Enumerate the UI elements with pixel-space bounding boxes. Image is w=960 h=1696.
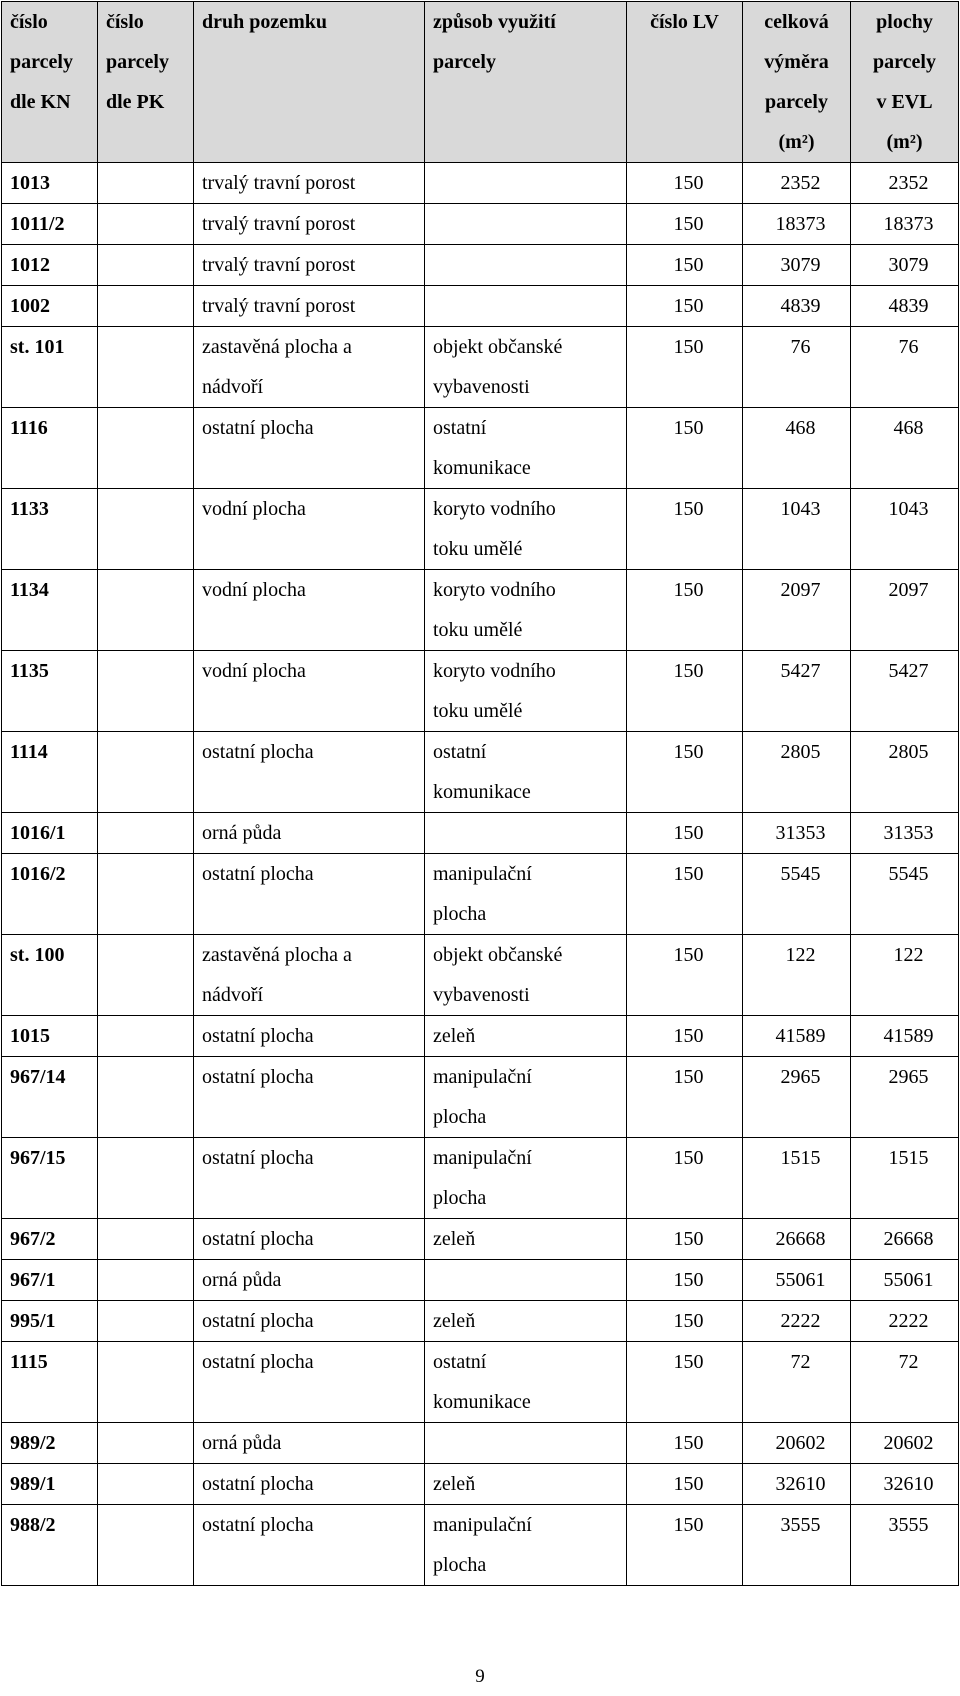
cell-vymera: 3555	[743, 1505, 851, 1586]
cell-zpusob-line: plocha	[433, 1187, 487, 1209]
table-row	[2, 813, 959, 854]
cell-vymera: 2965	[743, 1057, 851, 1138]
cell-zpusob-line: plocha	[433, 1106, 487, 1128]
cell-zpusob-line: toku umělé	[433, 700, 523, 722]
cell-pk	[98, 1342, 194, 1423]
cell-zpusob	[425, 327, 627, 408]
cell-lv: 150	[627, 1301, 743, 1342]
cell-pk	[98, 1301, 194, 1342]
cell-druh-line: ostatní plocha	[202, 1025, 314, 1047]
cell-lv: 150	[627, 1342, 743, 1423]
header-line: v EVL	[876, 91, 933, 113]
cell-druh	[194, 1301, 425, 1342]
cell-druh-line: ostatní plocha	[202, 1473, 314, 1495]
cell-vymera: 2222	[743, 1301, 851, 1342]
cell-pk	[98, 327, 194, 408]
cell-zpusob	[425, 1342, 627, 1423]
cell-evl: 2805	[851, 732, 959, 813]
cell-zpusob	[425, 1505, 627, 1586]
cell-druh	[194, 813, 425, 854]
cell-zpusob-line: komunikace	[433, 1391, 531, 1413]
cell-druh-line: zastavěná plocha a	[202, 336, 352, 358]
cell-zpusob-line: vybavenosti	[433, 376, 530, 398]
cell-zpusob	[425, 570, 627, 651]
header-evl	[851, 2, 959, 163]
cell-lv: 150	[627, 1016, 743, 1057]
cell-druh-line: ostatní plocha	[202, 1514, 314, 1536]
cell-kn: 1016/2	[2, 854, 98, 935]
cell-druh-line: ostatní plocha	[202, 1351, 314, 1373]
cell-pk	[98, 163, 194, 204]
header-line: parcely	[873, 51, 936, 73]
cell-lv: 150	[627, 570, 743, 651]
cell-kn: 1012	[2, 245, 98, 286]
table-row	[2, 1057, 959, 1138]
cell-zpusob-line: ostatní	[433, 741, 487, 763]
cell-pk	[98, 1260, 194, 1301]
cell-zpusob	[425, 935, 627, 1016]
cell-evl: 55061	[851, 1260, 959, 1301]
cell-zpusob	[425, 1219, 627, 1260]
cell-kn: 1134	[2, 570, 98, 651]
cell-kn: 1011/2	[2, 204, 98, 245]
cell-druh	[194, 854, 425, 935]
cell-lv: 150	[627, 1260, 743, 1301]
header-line: číslo	[106, 11, 144, 33]
cell-lv: 150	[627, 1057, 743, 1138]
cell-druh	[194, 1057, 425, 1138]
cell-pk	[98, 854, 194, 935]
cell-kn: 1114	[2, 732, 98, 813]
cell-lv: 150	[627, 1138, 743, 1219]
cell-kn: 967/15	[2, 1138, 98, 1219]
cell-druh	[194, 408, 425, 489]
cell-lv: 150	[627, 245, 743, 286]
cell-lv: 150	[627, 1464, 743, 1505]
table-row	[2, 1260, 959, 1301]
cell-druh	[194, 1464, 425, 1505]
cell-zpusob-line: toku umělé	[433, 538, 523, 560]
cell-druh-line: trvalý travní porost	[202, 254, 356, 276]
cell-lv: 150	[627, 1505, 743, 1586]
header-kn	[2, 2, 98, 163]
cell-druh	[194, 1016, 425, 1057]
header-druh	[194, 2, 425, 163]
cell-evl: 2222	[851, 1301, 959, 1342]
cell-evl: 2965	[851, 1057, 959, 1138]
cell-pk	[98, 732, 194, 813]
header-row	[2, 2, 959, 163]
cell-vymera: 26668	[743, 1219, 851, 1260]
table-body	[2, 163, 959, 1586]
cell-pk	[98, 570, 194, 651]
cell-druh-line: vodní plocha	[202, 579, 306, 601]
cell-evl: 2097	[851, 570, 959, 651]
cell-zpusob	[425, 813, 627, 854]
cell-evl: 18373	[851, 204, 959, 245]
cell-druh	[194, 935, 425, 1016]
cell-vymera: 32610	[743, 1464, 851, 1505]
header-line: (m²)	[886, 131, 923, 153]
cell-druh-line: vodní plocha	[202, 660, 306, 682]
cell-vymera: 5427	[743, 651, 851, 732]
cell-zpusob-line: plocha	[433, 1554, 487, 1576]
cell-zpusob-line	[433, 163, 626, 203]
cell-zpusob	[425, 1057, 627, 1138]
table-row	[2, 286, 959, 327]
cell-kn: 1135	[2, 651, 98, 732]
cell-zpusob	[425, 732, 627, 813]
cell-lv: 150	[627, 651, 743, 732]
cell-druh-line: ostatní plocha	[202, 1228, 314, 1250]
cell-zpusob-line: komunikace	[433, 781, 531, 803]
cell-pk	[98, 489, 194, 570]
cell-lv: 150	[627, 732, 743, 813]
cell-druh	[194, 651, 425, 732]
cell-kn: 967/14	[2, 1057, 98, 1138]
cell-kn: 1016/1	[2, 813, 98, 854]
cell-lv: 150	[627, 854, 743, 935]
cell-druh	[194, 570, 425, 651]
cell-zpusob	[425, 1423, 627, 1464]
cell-zpusob	[425, 1464, 627, 1505]
cell-lv: 150	[627, 489, 743, 570]
cell-vymera: 2352	[743, 163, 851, 204]
cell-zpusob	[425, 1016, 627, 1057]
cell-pk	[98, 1016, 194, 1057]
cell-druh	[194, 327, 425, 408]
cell-zpusob-line: manipulační	[433, 1147, 532, 1169]
table-row	[2, 245, 959, 286]
header-line: dle PK	[106, 91, 165, 113]
cell-druh	[194, 732, 425, 813]
cell-lv: 150	[627, 408, 743, 489]
cell-zpusob-line	[433, 204, 626, 244]
cell-evl: 1515	[851, 1138, 959, 1219]
cell-druh-line: orná půda	[202, 1269, 282, 1291]
cell-kn: st. 100	[2, 935, 98, 1016]
cell-zpusob	[425, 1138, 627, 1219]
cell-zpusob-line: zeleň	[433, 1310, 476, 1332]
cell-kn: 995/1	[2, 1301, 98, 1342]
cell-pk	[98, 408, 194, 489]
header-line: plochy	[876, 11, 933, 33]
cell-vymera: 2097	[743, 570, 851, 651]
cell-kn: 988/2	[2, 1505, 98, 1586]
cell-evl: 41589	[851, 1016, 959, 1057]
cell-druh	[194, 1219, 425, 1260]
cell-lv: 150	[627, 286, 743, 327]
cell-kn: 1002	[2, 286, 98, 327]
cell-druh	[194, 1342, 425, 1423]
cell-lv: 150	[627, 935, 743, 1016]
table-row	[2, 651, 959, 732]
cell-druh-line: ostatní plocha	[202, 1066, 314, 1088]
cell-lv: 150	[627, 327, 743, 408]
cell-pk	[98, 245, 194, 286]
cell-zpusob-line: objekt občanské	[433, 944, 563, 966]
cell-druh-line: ostatní plocha	[202, 417, 314, 439]
header-line: výměra	[764, 51, 829, 73]
cell-vymera: 76	[743, 327, 851, 408]
cell-druh	[194, 163, 425, 204]
table-row	[2, 732, 959, 813]
cell-lv: 150	[627, 813, 743, 854]
cell-pk	[98, 1219, 194, 1260]
table-row	[2, 935, 959, 1016]
cell-evl: 3079	[851, 245, 959, 286]
cell-kn: 967/1	[2, 1260, 98, 1301]
cell-zpusob-line	[433, 813, 626, 853]
header-lv	[627, 2, 743, 163]
cell-kn: 1116	[2, 408, 98, 489]
parcel-table	[1, 1, 959, 1586]
cell-druh-line: orná půda	[202, 822, 282, 844]
cell-zpusob	[425, 245, 627, 286]
cell-pk	[98, 813, 194, 854]
header-zpusob	[425, 2, 627, 163]
table-row	[2, 1016, 959, 1057]
cell-zpusob	[425, 1260, 627, 1301]
cell-zpusob-line: manipulační	[433, 863, 532, 885]
cell-lv: 150	[627, 1423, 743, 1464]
cell-zpusob	[425, 408, 627, 489]
cell-vymera: 31353	[743, 813, 851, 854]
cell-zpusob-line: toku umělé	[433, 619, 523, 641]
cell-evl: 122	[851, 935, 959, 1016]
header-line: druh pozemku	[202, 11, 328, 33]
cell-zpusob	[425, 489, 627, 570]
cell-zpusob-line: plocha	[433, 903, 487, 925]
header-line: číslo	[10, 11, 48, 33]
cell-kn: 989/2	[2, 1423, 98, 1464]
cell-zpusob-line	[433, 1423, 626, 1463]
cell-druh-line: nádvoří	[202, 984, 264, 1006]
cell-evl: 3555	[851, 1505, 959, 1586]
cell-vymera: 20602	[743, 1423, 851, 1464]
cell-zpusob-line: vybavenosti	[433, 984, 530, 1006]
cell-zpusob-line: manipulační	[433, 1514, 532, 1536]
cell-vymera: 5545	[743, 854, 851, 935]
cell-vymera: 468	[743, 408, 851, 489]
cell-zpusob	[425, 204, 627, 245]
table-row	[2, 408, 959, 489]
cell-zpusob	[425, 163, 627, 204]
cell-vymera: 2805	[743, 732, 851, 813]
cell-pk	[98, 286, 194, 327]
cell-druh	[194, 204, 425, 245]
cell-vymera: 122	[743, 935, 851, 1016]
cell-zpusob-line	[433, 286, 626, 326]
table-row	[2, 204, 959, 245]
cell-druh	[194, 1138, 425, 1219]
table-row	[2, 1342, 959, 1423]
cell-zpusob-line: ostatní	[433, 417, 487, 439]
header-line: dle KN	[10, 91, 71, 113]
cell-vymera: 55061	[743, 1260, 851, 1301]
cell-pk	[98, 1505, 194, 1586]
cell-zpusob	[425, 854, 627, 935]
cell-pk	[98, 1138, 194, 1219]
cell-kn: 1115	[2, 1342, 98, 1423]
cell-pk	[98, 935, 194, 1016]
header-line: celková	[764, 11, 829, 33]
cell-druh	[194, 1260, 425, 1301]
cell-vymera: 72	[743, 1342, 851, 1423]
table-row	[2, 1423, 959, 1464]
cell-evl: 2352	[851, 163, 959, 204]
cell-pk	[98, 1423, 194, 1464]
header-line: parcely	[10, 51, 73, 73]
cell-druh-line: vodní plocha	[202, 498, 306, 520]
header-line: (m²)	[778, 131, 815, 153]
cell-zpusob	[425, 651, 627, 732]
cell-druh	[194, 245, 425, 286]
cell-kn: 989/1	[2, 1464, 98, 1505]
cell-druh	[194, 489, 425, 570]
header-line: parcely	[765, 91, 828, 113]
cell-zpusob-line: komunikace	[433, 457, 531, 479]
cell-druh-line: ostatní plocha	[202, 1147, 314, 1169]
cell-zpusob-line: objekt občanské	[433, 336, 563, 358]
table-row	[2, 570, 959, 651]
cell-zpusob	[425, 286, 627, 327]
header-vymera	[743, 2, 851, 163]
cell-kn: 967/2	[2, 1219, 98, 1260]
table-row	[2, 327, 959, 408]
cell-evl: 32610	[851, 1464, 959, 1505]
cell-druh	[194, 286, 425, 327]
cell-druh-line: ostatní plocha	[202, 741, 314, 763]
cell-vymera: 3079	[743, 245, 851, 286]
cell-pk	[98, 1464, 194, 1505]
cell-druh-line: trvalý travní porost	[202, 172, 356, 194]
cell-druh-line: nádvoří	[202, 376, 264, 398]
cell-zpusob-line	[433, 245, 626, 285]
cell-pk	[98, 651, 194, 732]
cell-evl: 5427	[851, 651, 959, 732]
cell-evl: 468	[851, 408, 959, 489]
cell-kn: 1015	[2, 1016, 98, 1057]
cell-zpusob-line: koryto vodního	[433, 579, 556, 601]
table-row	[2, 1219, 959, 1260]
cell-evl: 1043	[851, 489, 959, 570]
cell-zpusob-line: zeleň	[433, 1228, 476, 1250]
cell-evl: 31353	[851, 813, 959, 854]
cell-pk	[98, 1057, 194, 1138]
cell-lv: 150	[627, 163, 743, 204]
cell-druh-line: ostatní plocha	[202, 1310, 314, 1332]
cell-evl: 72	[851, 1342, 959, 1423]
cell-lv: 150	[627, 204, 743, 245]
cell-zpusob-line: zeleň	[433, 1473, 476, 1495]
cell-druh-line: trvalý travní porost	[202, 295, 356, 317]
cell-zpusob	[425, 1301, 627, 1342]
cell-vymera: 18373	[743, 204, 851, 245]
table-row	[2, 1138, 959, 1219]
cell-kn: st. 101	[2, 327, 98, 408]
header-line: způsob využití	[433, 11, 556, 33]
cell-evl: 4839	[851, 286, 959, 327]
cell-druh-line: zastavěná plocha a	[202, 944, 352, 966]
cell-zpusob-line	[433, 1260, 626, 1300]
cell-evl: 5545	[851, 854, 959, 935]
cell-evl: 20602	[851, 1423, 959, 1464]
cell-zpusob-line: manipulační	[433, 1066, 532, 1088]
header-pk	[98, 2, 194, 163]
table-row	[2, 163, 959, 204]
cell-zpusob-line: zeleň	[433, 1025, 476, 1047]
table-row	[2, 1301, 959, 1342]
table-row	[2, 1464, 959, 1505]
cell-druh-line: orná půda	[202, 1432, 282, 1454]
cell-evl: 76	[851, 327, 959, 408]
cell-vymera: 4839	[743, 286, 851, 327]
cell-druh-line: trvalý travní porost	[202, 213, 356, 235]
cell-pk	[98, 204, 194, 245]
cell-druh	[194, 1423, 425, 1464]
cell-zpusob-line: ostatní	[433, 1351, 487, 1373]
cell-vymera: 1043	[743, 489, 851, 570]
cell-zpusob-line: koryto vodního	[433, 498, 556, 520]
cell-lv: 150	[627, 1219, 743, 1260]
table-row	[2, 854, 959, 935]
page-number: 9	[475, 1666, 485, 1687]
cell-kn: 1133	[2, 489, 98, 570]
header-line: parcely	[433, 51, 496, 73]
header-line: parcely	[106, 51, 169, 73]
table-row	[2, 1505, 959, 1586]
cell-vymera: 41589	[743, 1016, 851, 1057]
cell-zpusob-line: koryto vodního	[433, 660, 556, 682]
cell-vymera: 1515	[743, 1138, 851, 1219]
cell-druh	[194, 1505, 425, 1586]
header-line: číslo LV	[650, 11, 719, 33]
table-row	[2, 489, 959, 570]
cell-kn: 1013	[2, 163, 98, 204]
cell-druh-line: ostatní plocha	[202, 863, 314, 885]
cell-evl: 26668	[851, 1219, 959, 1260]
